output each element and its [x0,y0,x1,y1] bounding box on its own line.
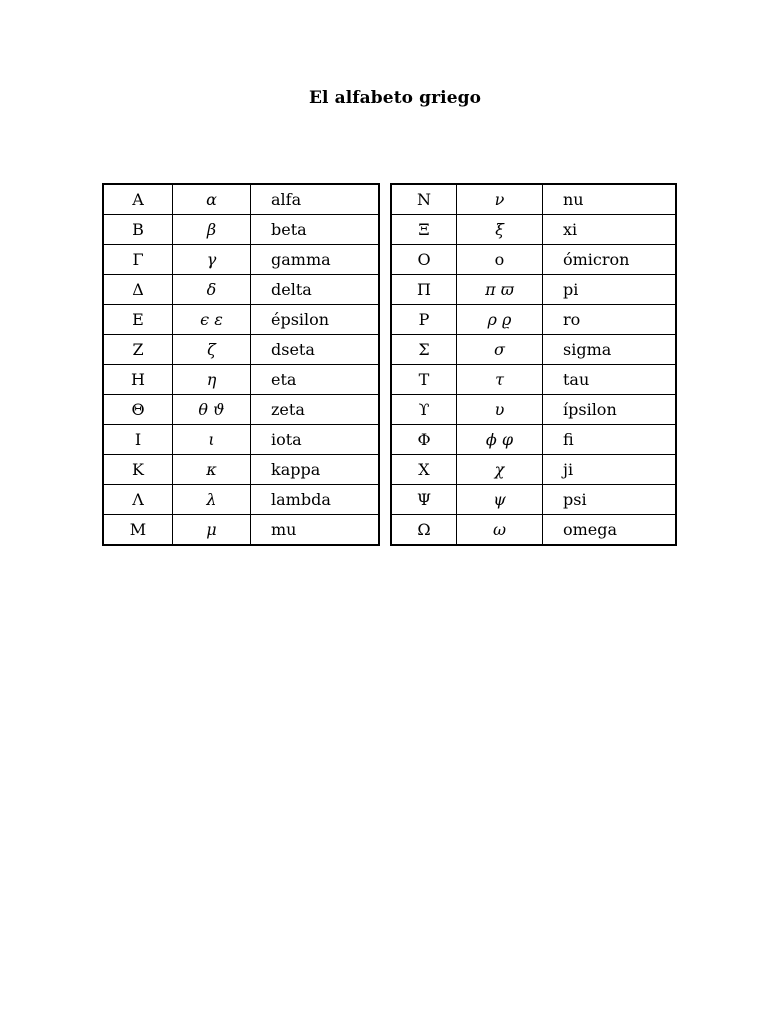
lowercase-letter: δ [173,275,251,305]
capital-letter: Δ [103,275,173,305]
table-row [391,245,676,275]
lowercase-letter: ρ ϱ [457,305,543,335]
letter-name: xi [543,215,677,245]
capital-letter: Ξ [391,215,457,245]
letter-name: omega [543,515,677,546]
table-row [391,455,676,485]
greek-letters-table-right [390,183,677,546]
lowercase-letter: χ [457,455,543,485]
greek-letters-table-left [102,183,380,546]
lowercase-letter: θ ϑ [173,395,251,425]
capital-letter: Ε [103,305,173,335]
letter-name: sigma [543,335,677,365]
letter-name: delta [251,275,380,305]
lowercase-letter: η [173,365,251,395]
letter-name: ji [543,455,677,485]
capital-letter: Η [103,365,173,395]
table-row [103,215,379,245]
capital-letter: Β [103,215,173,245]
lowercase-letter: ϕ φ [457,425,543,455]
capital-letter: Γ [103,245,173,275]
lowercase-letter: ξ [457,215,543,245]
table-row [103,485,379,515]
capital-letter: Ο [391,245,457,275]
letter-name: tau [543,365,677,395]
table-row [391,215,676,245]
lowercase-letter: ι [173,425,251,455]
capital-letter: Θ [103,395,173,425]
capital-letter: Ψ [391,485,457,515]
capital-letter: Ζ [103,335,173,365]
capital-letter: Κ [103,455,173,485]
table-row [391,305,676,335]
capital-letter: Φ [391,425,457,455]
table-row [391,335,676,365]
letter-name: iota [251,425,380,455]
table-row [103,305,379,335]
letter-name: kappa [251,455,380,485]
table-row [103,335,379,365]
letter-name: ípsilon [543,395,677,425]
capital-letter: Τ [391,365,457,395]
letter-name: eta [251,365,380,395]
page-title: El alfabeto griego [308,88,482,108]
table-row [391,365,676,395]
letter-name: dseta [251,335,380,365]
capital-letter: Ρ [391,305,457,335]
capital-letter: Ν [391,184,457,215]
table-row [103,184,379,215]
table-body-left [103,184,379,545]
lowercase-letter: λ [173,485,251,515]
lowercase-letter: ν [457,184,543,215]
lowercase-letter: μ [173,515,251,546]
lowercase-letter: o [457,245,543,275]
capital-letter: Ι [103,425,173,455]
letter-name: lambda [251,485,380,515]
capital-letter: Μ [103,515,173,546]
table-row [391,184,676,215]
lowercase-letter: υ [457,395,543,425]
letter-name: gamma [251,245,380,275]
lowercase-letter: γ [173,245,251,275]
table-body-right [391,184,676,545]
table-row [103,515,379,546]
lowercase-letter: π ϖ [457,275,543,305]
lowercase-letter: ζ [173,335,251,365]
capital-letter: Π [391,275,457,305]
table-row [391,395,676,425]
lowercase-letter: ω [457,515,543,546]
lowercase-letter: τ [457,365,543,395]
letter-name: zeta [251,395,380,425]
letter-name: nu [543,184,677,215]
capital-letter: Λ [103,485,173,515]
lowercase-letter: ψ [457,485,543,515]
letter-name: épsilon [251,305,380,335]
letter-name: fi [543,425,677,455]
letter-name: ómicron [543,245,677,275]
table-row [103,245,379,275]
capital-letter: Ω [391,515,457,546]
table-row [391,515,676,546]
table-row [391,485,676,515]
table-row [391,425,676,455]
letter-name: beta [251,215,380,245]
lowercase-letter: β [173,215,251,245]
letter-name: ro [543,305,677,335]
capital-letter: Σ [391,335,457,365]
letter-name: alfa [251,184,380,215]
lowercase-letter: σ [457,335,543,365]
lowercase-letter: α [173,184,251,215]
lowercase-letter: ϵ ε [173,305,251,335]
letter-name: mu [251,515,380,546]
capital-letter: ϒ [391,395,457,425]
table-row [103,395,379,425]
table-row [103,455,379,485]
table-row [103,275,379,305]
table-row [103,425,379,455]
table-row [391,275,676,305]
letter-name: psi [543,485,677,515]
table-row [103,365,379,395]
letter-name: pi [543,275,677,305]
capital-letter: Χ [391,455,457,485]
lowercase-letter: κ [173,455,251,485]
capital-letter: Α [103,184,173,215]
